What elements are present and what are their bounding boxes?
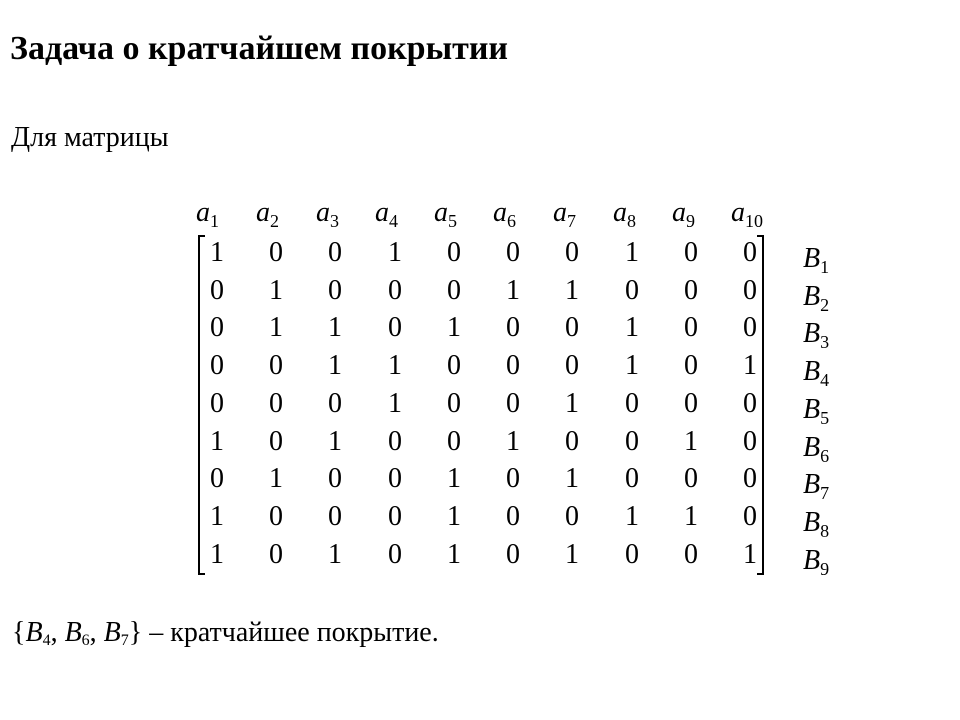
row-label-letter: B bbox=[803, 431, 821, 463]
column-header-index: 6 bbox=[507, 211, 516, 231]
result-separator: , bbox=[50, 617, 65, 648]
result-item-index: 7 bbox=[120, 632, 129, 649]
matrix-cell: 1 bbox=[210, 500, 224, 532]
matrix-cell: 0 bbox=[388, 500, 402, 532]
row-label-index: 1 bbox=[820, 257, 830, 277]
column-header bbox=[613, 197, 636, 229]
result-set-item bbox=[104, 617, 129, 648]
matrix-cell: 1 bbox=[447, 312, 461, 344]
matrix-cell: 1 bbox=[210, 538, 224, 570]
matrix-cell: 0 bbox=[328, 237, 342, 268]
result-separator: , bbox=[89, 617, 104, 648]
matrix-cell: 1 bbox=[506, 274, 520, 306]
row-label bbox=[803, 430, 829, 466]
column-header-index: 7 bbox=[567, 211, 576, 231]
column-header-index: 2 bbox=[270, 211, 279, 231]
matrix-cell: 0 bbox=[565, 500, 579, 532]
row-label-index: 8 bbox=[820, 520, 830, 541]
column-header-letter: a bbox=[493, 197, 507, 228]
column-header-letter: a bbox=[434, 197, 448, 228]
row-label-index: 7 bbox=[820, 483, 830, 504]
row-label bbox=[803, 467, 829, 503]
matrix-cell: 0 bbox=[743, 387, 757, 419]
matrix-cell: 1 bbox=[388, 350, 402, 382]
matrix-cell: 1 bbox=[625, 500, 639, 532]
column-header-index: 4 bbox=[389, 211, 398, 231]
matrix-cell: 0 bbox=[210, 350, 224, 382]
row-label bbox=[803, 316, 829, 352]
result-item-index: 4 bbox=[42, 632, 51, 649]
matrix-cell: 0 bbox=[506, 500, 520, 532]
row-label-letter: B bbox=[803, 469, 821, 501]
matrix-cell: 1 bbox=[625, 350, 639, 382]
column-header bbox=[434, 197, 457, 229]
matrix-cell: 0 bbox=[506, 350, 520, 382]
matrix-cell: 1 bbox=[565, 538, 579, 570]
column-header bbox=[316, 197, 339, 229]
result-set-items bbox=[25, 617, 128, 648]
matrix-cell: 0 bbox=[506, 312, 520, 344]
matrix-cell: 1 bbox=[210, 425, 224, 457]
matrix-cell: 0 bbox=[447, 387, 461, 419]
row-label bbox=[803, 241, 829, 277]
row-label-letter: B bbox=[803, 544, 821, 576]
matrix-cell: 0 bbox=[625, 463, 639, 495]
column-header-letter: a bbox=[731, 197, 745, 228]
result-open-brace: { bbox=[12, 617, 26, 648]
column-header-index: 9 bbox=[686, 211, 695, 231]
matrix-cell: 1 bbox=[210, 237, 224, 268]
result-line bbox=[12, 617, 439, 649]
matrix-cell: 0 bbox=[625, 274, 639, 306]
row-label-index: 2 bbox=[820, 294, 830, 315]
column-header bbox=[493, 197, 516, 229]
column-header-letter: a bbox=[672, 197, 686, 228]
matrix-cell: 0 bbox=[328, 274, 342, 306]
matrix-cell: 0 bbox=[625, 425, 639, 457]
matrix-cell: 0 bbox=[388, 538, 402, 570]
column-header-index: 10 bbox=[745, 211, 763, 231]
column-header bbox=[196, 197, 219, 229]
result-set-item bbox=[65, 617, 90, 648]
column-header-index: 3 bbox=[330, 211, 339, 231]
row-label-letter: B bbox=[803, 280, 821, 312]
matrix-cell: 1 bbox=[447, 500, 461, 532]
column-header bbox=[672, 197, 695, 229]
matrix-cell: 0 bbox=[684, 387, 698, 419]
row-label bbox=[803, 543, 829, 579]
row-label-letter: B bbox=[803, 393, 821, 425]
matrix-cell: 0 bbox=[743, 312, 757, 344]
matrix-cell: 0 bbox=[447, 350, 461, 382]
matrix-cell: 0 bbox=[743, 500, 757, 532]
result-text: – кратчайшее покрытие. bbox=[142, 617, 439, 648]
column-header-letter: a bbox=[375, 197, 389, 228]
row-label-letter: B bbox=[803, 506, 821, 538]
matrix-cell: 1 bbox=[269, 274, 283, 306]
matrix-cell: 0 bbox=[684, 463, 698, 495]
matrix-cell: 0 bbox=[388, 274, 402, 306]
result-close-brace: } bbox=[128, 617, 143, 648]
result-item-letter: B bbox=[103, 617, 121, 648]
matrix-cell: 1 bbox=[388, 237, 402, 268]
matrix-cell: 0 bbox=[684, 274, 698, 306]
matrix-cell: 0 bbox=[447, 425, 461, 457]
matrix-cell: 1 bbox=[328, 350, 342, 382]
result-set-item bbox=[25, 617, 50, 648]
result-item-letter: B bbox=[64, 617, 82, 648]
matrix-cell: 0 bbox=[210, 274, 224, 306]
column-header-letter: a bbox=[613, 197, 627, 228]
matrix-cell: 0 bbox=[743, 463, 757, 495]
matrix-cell: 0 bbox=[210, 312, 224, 344]
matrix-cell: 0 bbox=[684, 237, 698, 268]
matrix-cell: 0 bbox=[684, 538, 698, 570]
column-header-letter: a bbox=[196, 197, 210, 228]
matrix-cell: 0 bbox=[565, 350, 579, 382]
matrix-cell: 1 bbox=[565, 463, 579, 495]
row-label-index: 4 bbox=[820, 370, 830, 391]
row-label-letter: B bbox=[803, 356, 821, 388]
matrix-cell: 0 bbox=[743, 237, 757, 268]
matrix-cell: 0 bbox=[565, 237, 579, 268]
matrix-cell: 0 bbox=[506, 538, 520, 570]
column-header-letter: a bbox=[256, 197, 270, 228]
column-header-letter: a bbox=[553, 197, 567, 228]
row-label-index: 3 bbox=[820, 332, 830, 353]
matrix-cell: 0 bbox=[388, 425, 402, 457]
matrix-cell: 0 bbox=[269, 500, 283, 532]
matrix-cell: 1 bbox=[447, 463, 461, 495]
matrix-cell: 1 bbox=[328, 538, 342, 570]
matrix-cell: 1 bbox=[269, 463, 283, 495]
matrix-cell: 0 bbox=[447, 274, 461, 306]
row-label-letter: B bbox=[803, 243, 821, 274]
matrix-cell: 0 bbox=[447, 237, 461, 268]
matrix-cell: 0 bbox=[565, 425, 579, 457]
matrix-cell: 0 bbox=[565, 312, 579, 344]
matrix-cell: 1 bbox=[743, 538, 757, 570]
matrix-cell: 0 bbox=[684, 350, 698, 382]
column-header bbox=[731, 197, 763, 229]
matrix-cell: 0 bbox=[506, 237, 520, 268]
matrix-cell: 0 bbox=[328, 500, 342, 532]
matrix-cell: 0 bbox=[625, 387, 639, 419]
matrix-cell: 1 bbox=[684, 500, 698, 532]
matrix-cell: 1 bbox=[447, 538, 461, 570]
matrix-cell: 1 bbox=[625, 237, 639, 268]
intro-text: Для матрицы bbox=[11, 122, 169, 153]
row-label bbox=[803, 354, 829, 390]
matrix-cell: 1 bbox=[743, 350, 757, 382]
row-label-letter: B bbox=[803, 318, 821, 350]
matrix-cell: 0 bbox=[210, 387, 224, 419]
matrix-cell: 0 bbox=[269, 538, 283, 570]
matrix-cell: 0 bbox=[269, 387, 283, 419]
column-header-index: 8 bbox=[627, 211, 636, 231]
column-header bbox=[553, 197, 576, 229]
matrix-cell: 0 bbox=[328, 463, 342, 495]
row-label-index: 5 bbox=[820, 407, 830, 428]
matrix-cell: 1 bbox=[625, 312, 639, 344]
column-header-letter: a bbox=[316, 197, 330, 228]
matrix-cell: 1 bbox=[565, 387, 579, 419]
matrix-cell: 0 bbox=[743, 274, 757, 306]
column-header bbox=[256, 197, 279, 229]
matrix-cell: 0 bbox=[269, 425, 283, 457]
matrix-cell: 0 bbox=[269, 350, 283, 382]
column-header-index: 1 bbox=[210, 211, 219, 231]
row-label bbox=[803, 392, 829, 428]
matrix-cell: 0 bbox=[743, 425, 757, 457]
matrix-cell: 1 bbox=[684, 425, 698, 457]
row-label-index: 6 bbox=[820, 445, 830, 466]
result-item-index: 6 bbox=[81, 632, 90, 649]
row-label bbox=[803, 279, 829, 315]
matrix-cell: 1 bbox=[565, 274, 579, 306]
matrix-cell: 0 bbox=[684, 312, 698, 344]
matrix-cell: 0 bbox=[210, 463, 224, 495]
matrix-cell: 1 bbox=[269, 312, 283, 344]
matrix-cell: 0 bbox=[388, 312, 402, 344]
matrix-cell: 1 bbox=[506, 425, 520, 457]
column-header bbox=[375, 197, 398, 229]
matrix-cell: 1 bbox=[328, 312, 342, 344]
matrix-cell: 0 bbox=[328, 387, 342, 419]
matrix-cell: 1 bbox=[388, 387, 402, 419]
matrix-cell: 1 bbox=[328, 425, 342, 457]
page-title: Задача о кратчайшем покрытии bbox=[10, 30, 509, 67]
row-label bbox=[803, 505, 829, 541]
column-header-index: 5 bbox=[448, 211, 457, 231]
row-label-index: 9 bbox=[820, 558, 830, 579]
matrix-cell: 0 bbox=[269, 237, 283, 268]
matrix-cell: 0 bbox=[506, 387, 520, 419]
matrix-cell: 0 bbox=[506, 463, 520, 495]
matrix-cell: 0 bbox=[625, 538, 639, 570]
matrix-cell: 0 bbox=[388, 463, 402, 495]
result-item-letter: B bbox=[25, 617, 43, 648]
